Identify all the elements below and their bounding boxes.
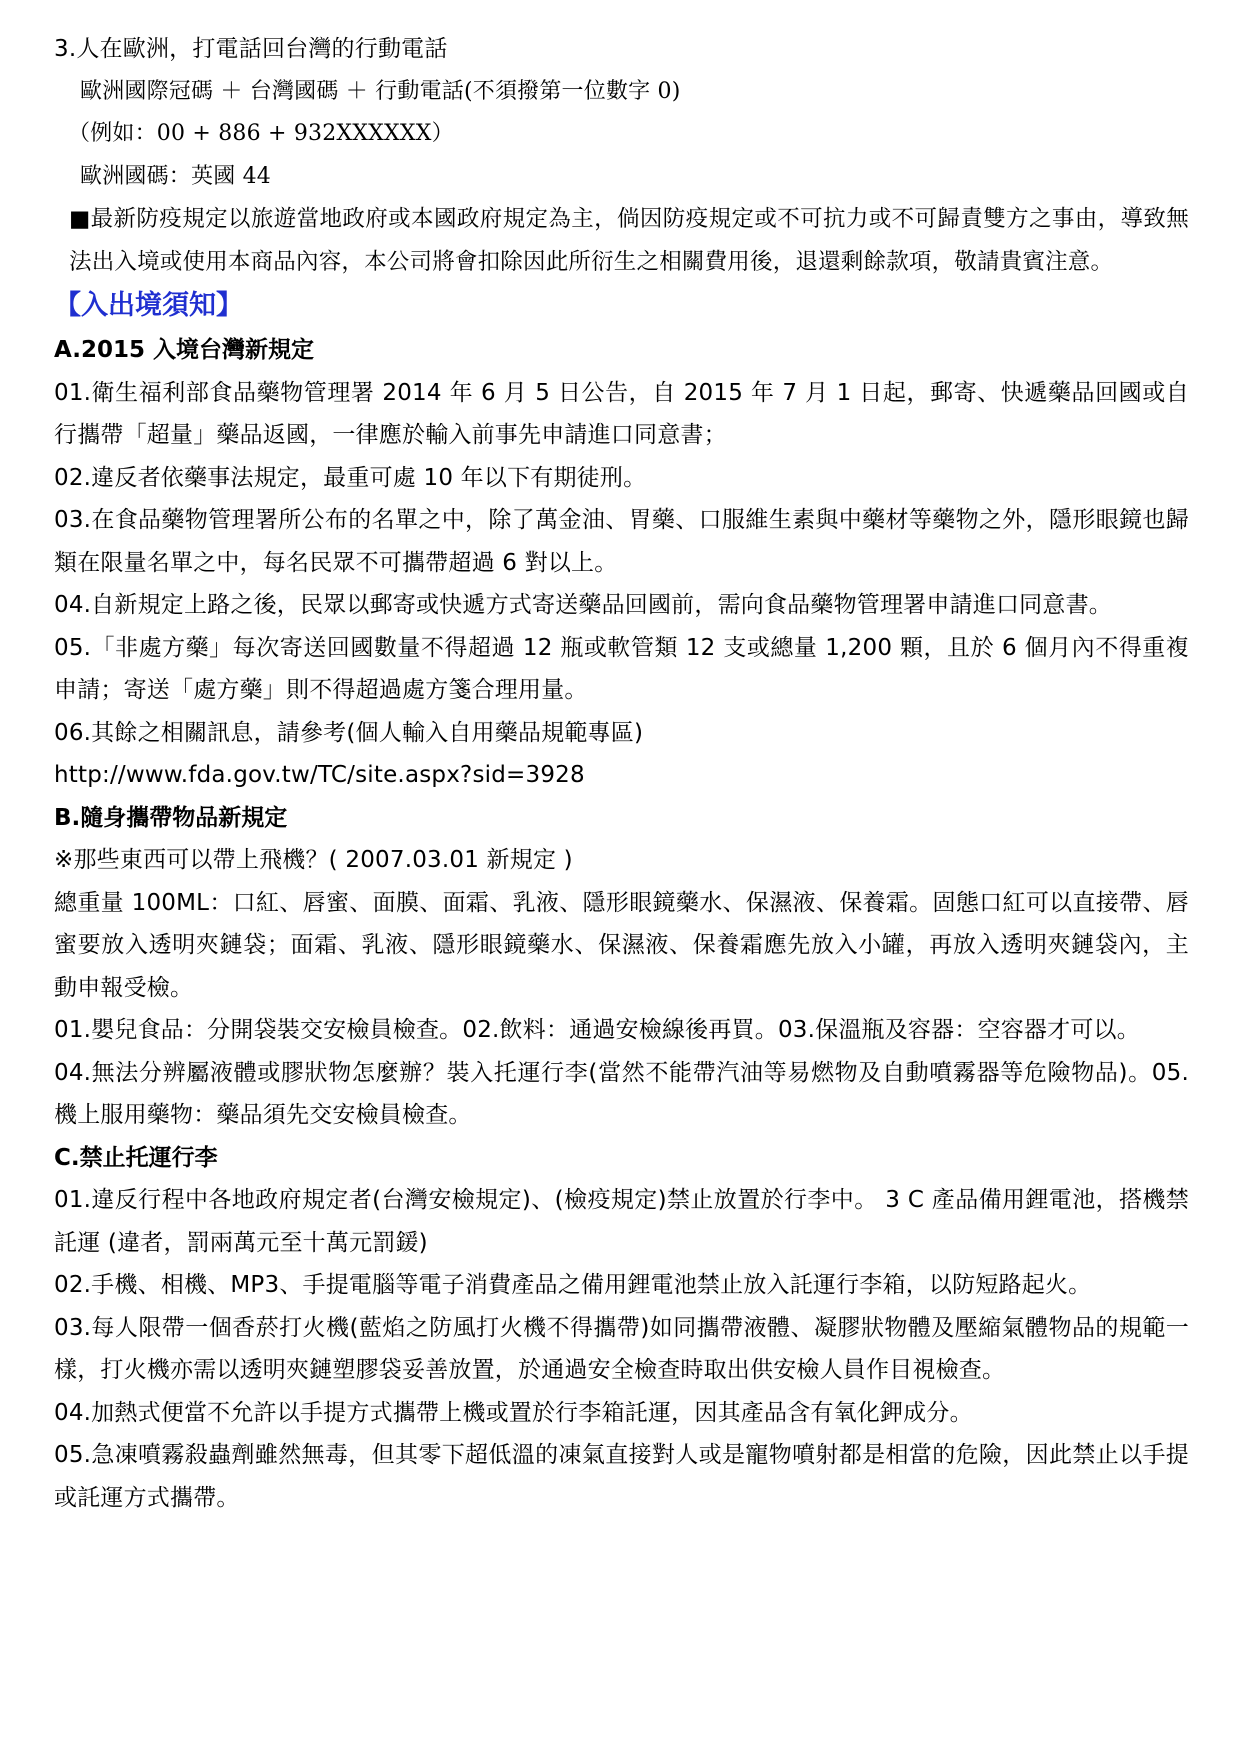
section-c-heading: C.禁止托運行李 <box>54 1144 218 1171</box>
section3-formula: 歐洲國際冠碼 ＋ 台灣國碼 ＋ 行動電話(不須撥第一位數字 0) <box>80 78 681 104</box>
section-c-item: 04.加熱式便當不允許以手提方式攜帶上機或置於行李箱託運，因其產品含有氧化鉀成分。 <box>54 1399 973 1426</box>
section-b-paragraph: 總重量 100ML：口紅、唇蜜、面膜、面霜、乳液、隱形眼鏡藥水、保濕液、保養霜。固態口紅可以直接帶、唇蜜要放入透明夾鏈袋；面霜、乳液、隱形眼鏡藥水、保濕液、保養霜應先放入小罐，再放入透明夾鏈袋內，主動申報受檢。 <box>54 889 1189 1001</box>
section-a-item: 02.違反者依藥事法規定，最重可處 10 年以下有期徒刑。 <box>54 464 647 491</box>
section-b-subtitle: ※那些東西可以帶上飛機？( 2007.03.01 新規定 ) <box>54 847 573 873</box>
section-a-item: 03.在食品藥物管理署所公布的名單之中，除了萬金油、胃藥、口服維生素與中藥材等藥物之外，隱形眼鏡也歸類在限量名單之中，每名民眾不可攜帶超過 6 對以上。 <box>54 507 1189 576</box>
section3-example: （例如：00 + 886 + 932XXXXXX） <box>68 121 454 146</box>
section-b-heading: B.隨身攜帶物品新規定 <box>54 804 288 831</box>
section3-title: 3.人在歐洲，打電話回台灣的行動電話 <box>54 36 448 62</box>
section-c-item: 03.每人限帶一個香菸打火機(藍焰之防風打火機不得攜帶)如同攜帶液體、凝膠狀物體及壓縮氣體物品的規範一樣，打火機亦需以透明夾鏈塑膠袋妥善放置，於通過安全檢查時取出供安檢人員作目視檢查。 <box>54 1314 1189 1383</box>
section-c-item: 01.違反行程中各地政府規定者(台灣安檢規定)、(檢疫規定)禁止放置於行李中。 3 C 產品備用鋰電池，搭機禁託運 (違者，罰兩萬元至十萬元罰鍰) <box>54 1187 1189 1256</box>
section-a-item: 05.「非處方藥」每次寄送回國數量不得超過 12 瓶或軟管類 12 支或總量 1,200 顆，且於 6 個月內不得重複申請；寄送「處方藥」則不得超過處方箋合理用量。 <box>54 634 1189 703</box>
section-a-item: 04.自新規定上路之後，民眾以郵寄或快遞方式寄送藥品回國前，需向食品藥物管理署申請進口同意書。 <box>54 592 1112 618</box>
section-b-item: 04.無法分辨屬液體或膠狀物怎麼辦？裝入托運行李(當然不能帶汽油等易燃物及自動噴霧器等危險物品)。05.機上服用藥物：藥品須先交安檢員檢查。 <box>54 1059 1189 1128</box>
epidemic-notice: ■最新防疫規定以旅遊當地政府或本國政府規定為主，倘因防疫規定或不可抗力或不可歸責雙方之事由，導致無法出入境或使用本商品內容，本公司將會扣除因此所衍生之相關費用後，退還剩餘款項，敬請貴賓注意。 <box>69 206 1189 275</box>
section-a-item: 06.其餘之相關訊息，請參考(個人輸入自用藥品規範專區) <box>54 719 644 746</box>
section3-country-code: 歐洲國碼：英國 44 <box>80 163 271 189</box>
section-a-heading: A.2015 入境台灣新規定 <box>54 337 314 363</box>
entry-exit-heading: 【入出境須知】 <box>54 290 243 321</box>
section-b-item: 01.嬰兒食品：分開袋裝交安檢員檢查。02.飲料：通過安檢線後再買。03.保溫瓶及容器：空容器才可以。 <box>54 1017 1140 1043</box>
section-a-item: 01.衛生福利部食品藥物管理署 2014 年 6 月 5 日公告，自 2015 年 7 月 1 日起，郵寄、快遞藥品回國或自行攜帶「超量」藥品返國，一律應於輸入前事先申請進口同意書； <box>54 379 1189 448</box>
section-c-item: 02.手機、相機、MP3、手提電腦等電子消費產品之備用鋰電池禁止放入託運行李箱，以防短路起火。 <box>54 1272 1092 1298</box>
section-c-item: 05.急凍噴霧殺蟲劑雖然無毒，但其零下超低溫的凍氣直接對人或是寵物噴射都是相當的危險，因此禁止以手提或託運方式攜帶。 <box>54 1442 1189 1511</box>
fda-link[interactable]: http://www.fda.gov.tw/TC/site.aspx?sid=3928 <box>54 762 585 788</box>
